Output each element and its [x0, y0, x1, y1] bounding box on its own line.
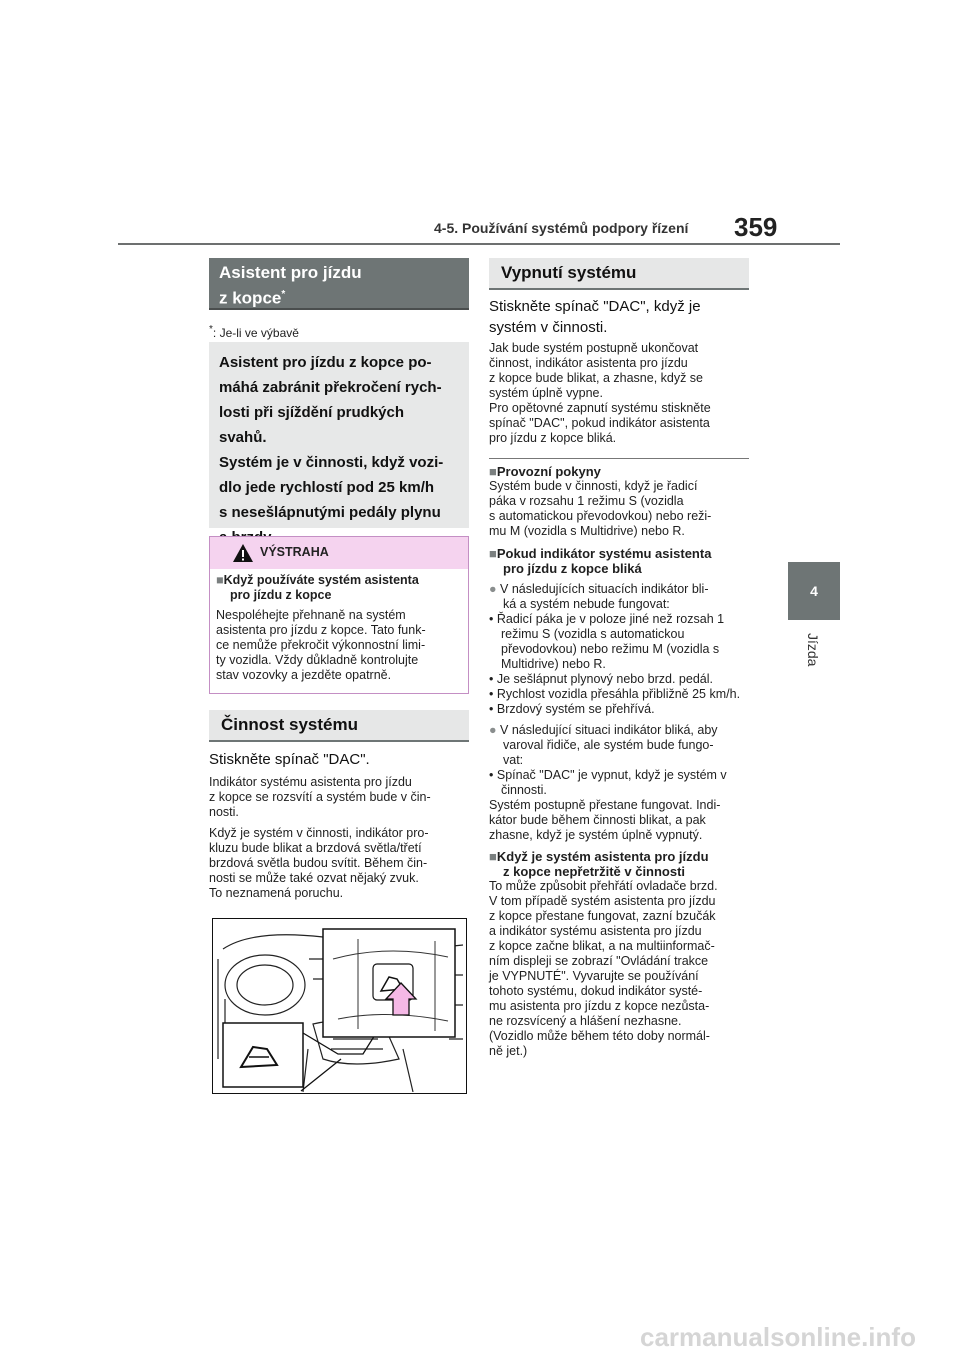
paragraph-line: To neznamená poruchu.: [209, 886, 344, 900]
section-divider: [489, 458, 749, 459]
step-press-dac: Stiskněte spínač "DAC".: [209, 751, 370, 768]
section-title-off: Vypnutí systému: [489, 258, 749, 290]
intro-line: dlo jede rychlostí pod 25 km/h: [219, 479, 435, 496]
bullet-line: varoval řidiče, ale systém bude fungo-: [503, 738, 714, 752]
bullet-line: ká a systém nebude fungovat:: [503, 597, 670, 611]
paragraph-line: brzdová světla budou svítit. Během čin-: [209, 856, 428, 870]
step-line: Stiskněte spínač "DAC", když je: [489, 298, 701, 315]
list-item: Je sešlápnut plynový nebo brzd. pedál.: [496, 672, 713, 686]
list-item: Rychlost vozidla přesáhla přibližně 25 km/h.: [496, 687, 741, 701]
square-bullet-icon: ■: [489, 546, 497, 561]
list-item: Řadicí páka je v poloze jiné než rozsah 1 režimu S (vozidla s automatickou převodovkou) nebo režimu M (vozidla s Multidrive) nebo R.: [496, 612, 725, 671]
round-bullet-icon: ●: [489, 723, 497, 737]
bullet-after-line: zhasne, když je systém úplně vypnutý.: [489, 828, 703, 842]
warning-heading-line2: pro jízdu z kopce: [230, 588, 332, 602]
operation-paragraph-1: [209, 775, 469, 820]
note-line: To může způsobit přehřátí ovladače brzd.: [489, 879, 718, 893]
note-line: z kopce začne blikat, a na multiinformač-: [489, 939, 715, 953]
note-line: tohoto systému, dokud indikátor systé-: [489, 984, 703, 998]
note-heading-blinking-line2: pro jízdu z kopce bliká: [503, 561, 642, 576]
note-heading-continuous: Když je systém asistenta pro jízdu: [496, 849, 709, 864]
paragraph-line: Indikátor systému asistenta pro jízdu: [209, 775, 412, 789]
watermark: carmanualsonline.info: [640, 1322, 916, 1352]
warning-triangle-icon: [232, 543, 254, 563]
footnote-star: *: [209, 324, 213, 335]
intro-line: svahů.: [219, 429, 267, 446]
note-line: je VYPNUTÉ". Vyvarujte se používání: [489, 969, 699, 983]
note-line: mu asistenta pro jízdu z kopce nezůsta-: [489, 999, 710, 1013]
intro-line: Systém je v činnosti, když vozi-: [219, 454, 444, 471]
note-heading-continuous-line2: z kopce nepřetržitě v činnosti: [503, 864, 686, 879]
header-divider: [118, 243, 840, 245]
intro-line: máhá zabránit překročení rych-: [219, 379, 442, 396]
note-line: ním displeji se zobrazí "Ovládání trakce: [489, 954, 709, 968]
warning-body-line: ce nemůže překročit výkonnostní limi-: [216, 638, 426, 652]
chapter-tab-label: Jízda: [805, 633, 821, 667]
note-line: (Vozidlo může během této doby normál-: [489, 1029, 710, 1043]
note-line: Systém bude v činnosti, když je řadicí: [489, 479, 698, 493]
warning-header: [210, 537, 468, 569]
intro-box: [209, 342, 469, 528]
section-title-line2: z kopce: [219, 288, 282, 308]
warning-label: VÝSTRAHA: [260, 545, 329, 559]
operation-paragraph-2: [209, 826, 469, 901]
intro-line: s nesešlápnutými pedály plynu: [219, 504, 441, 521]
bullet-line: V následující situaci indikátor bliká, aby: [500, 723, 718, 737]
dac-switch-illustration: [213, 919, 465, 1092]
section-title-operation: Činnost systému: [209, 710, 469, 742]
dash-bullet-icon: •: [489, 672, 494, 686]
paragraph-line: z kopce bude blikat, a zhasne, když se: [489, 371, 704, 385]
section-title-line1: Asistent pro jízdu: [219, 263, 362, 282]
warning-heading: Když používáte systém asistenta: [223, 573, 419, 587]
page-number: 359: [734, 212, 778, 242]
step-switch-off: [489, 296, 751, 338]
square-bullet-icon: ■: [489, 464, 497, 479]
paragraph-line: kluzu bude blikat a brzdová světla/třetí: [209, 841, 422, 855]
footnote-text: : Je-li ve výbavě: [212, 326, 299, 340]
warning-body-line: stav vozovky a jezděte opatrně.: [216, 668, 392, 682]
paragraph-line: pro jízdu z kopce bliká.: [489, 431, 617, 445]
note-heading-blinking: Pokud indikátor systému asistenta: [496, 546, 712, 561]
note-line: V tom případě systém asistenta pro jízdu: [489, 894, 716, 908]
note-line: mu M (vozidla s Multidrive) nebo R.: [489, 524, 685, 538]
bullet-line: V následujících situacích indikátor bli-: [500, 582, 709, 596]
note-heading-operation: Provozní pokyny: [496, 464, 601, 479]
paragraph-line: Když je systém v činnosti, indikátor pro-: [209, 826, 429, 840]
footnote: [209, 322, 299, 341]
warning-body-line: asistenta pro jízdu z kopce. Tato funk-: [216, 623, 426, 637]
paragraph-line: z kopce se rozsvítí a systém bude v čin-: [209, 790, 431, 804]
dash-bullet-icon: •: [489, 612, 494, 626]
dash-bullet-icon: •: [489, 768, 494, 782]
round-bullet-icon: ●: [489, 582, 497, 596]
paragraph-line: systém úplně vypne.: [489, 386, 603, 400]
list-item: Spínač "DAC" je vypnut, když je systém v činnosti.: [496, 768, 727, 797]
step-line: systém v činnosti.: [489, 319, 608, 336]
dash-bullet-icon: •: [489, 687, 494, 701]
note-line: z kopce přestane fungovat, zazní bzučák: [489, 909, 716, 923]
warning-body-line: Nespoléhejte přehnaně na systém: [216, 608, 406, 622]
chapter-title: 4-5. Používání systémů podpory řízení: [434, 220, 689, 236]
paragraph-line: činnost, indikátor asistenta pro jízdu: [489, 356, 688, 370]
chapter-tab: 4: [788, 562, 840, 620]
note-line: ne rozsvícený a hlášení nezhasne.: [489, 1014, 682, 1028]
note-line: a indikátor systému asistenta pro jízdu: [489, 924, 702, 938]
list-item: Brzdový systém se přehřívá.: [496, 702, 655, 716]
note-line: s automatickou převodovkou) nebo reži-: [489, 509, 712, 523]
section-title-dac: [209, 258, 469, 310]
warning-body-line: ty vozidla. Vždy důkladně kontrolujte: [216, 653, 419, 667]
notes-column: [489, 464, 753, 1059]
paragraph-line: Jak bude systém postupně ukončovat: [489, 341, 699, 355]
off-paragraph: [489, 341, 751, 446]
warning-box: [209, 536, 469, 694]
bullet-line: vat:: [503, 753, 524, 767]
paragraph-line: nosti se může také ozvat nějaký zvuk.: [209, 871, 419, 885]
intro-line: losti při sjíždění prudkých: [219, 404, 405, 421]
footnote-mark: *: [281, 289, 286, 300]
paragraph-line: nosti.: [209, 805, 239, 819]
paragraph-line: spínač "DAC", pokud indikátor asistenta: [489, 416, 710, 430]
note-line: ně jet.): [489, 1044, 528, 1058]
dashboard-illustration: [212, 918, 467, 1094]
bullet-after-line: kátor bude během činnosti blikat, a pak: [489, 813, 706, 827]
square-bullet-icon: ■: [489, 849, 497, 864]
dash-bullet-icon: •: [489, 702, 494, 716]
note-line: páka v rozsahu 1 režimu S (vozidla: [489, 494, 684, 508]
paragraph-line: Pro opětovné zapnutí systému stiskněte: [489, 401, 711, 415]
bullet-after-line: Systém postupně přestane fungovat. Indi-: [489, 798, 721, 812]
intro-line: Asistent pro jízdu z kopce po-: [219, 354, 432, 371]
square-bullet-icon: ■: [216, 573, 224, 587]
